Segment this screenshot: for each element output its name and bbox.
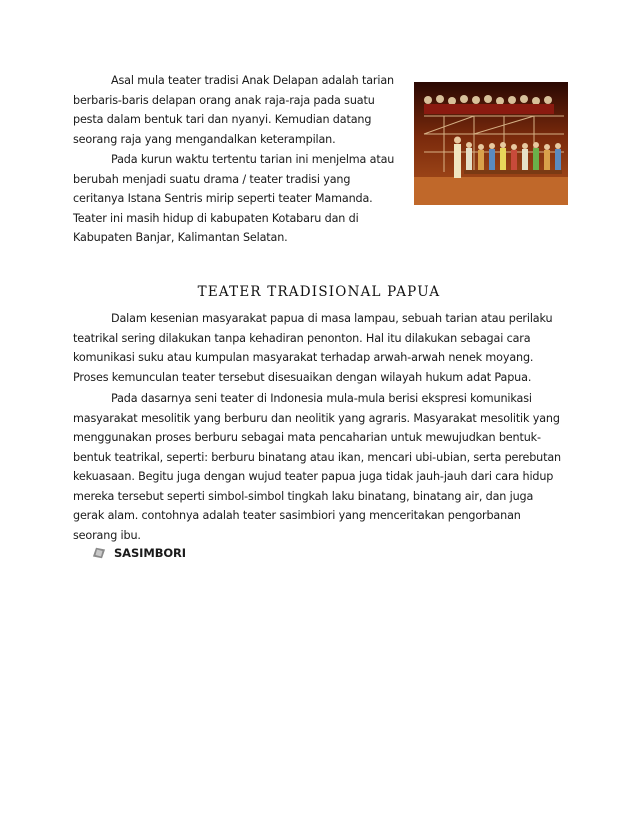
papua-paragraph-1 bbox=[73, 309, 573, 387]
paragraph-line: Proses kemunculan teater tersebut disesuaikan dengan wilayah hukum adat Papua. bbox=[73, 370, 532, 384]
paragraph-line: Pada kurun waktu tertentu tarian ini menjelma atau bbox=[111, 153, 395, 166]
theater-stage-photo bbox=[414, 82, 568, 205]
paragraph-line: bentuk teatrikal, seperti: berburu binatang atau ikan, mencari ubi-ubian, serta perebutan bbox=[73, 450, 561, 464]
diamond-bullet-icon bbox=[92, 547, 106, 559]
bullet-label: SASIMBORI bbox=[114, 546, 186, 560]
intro-paragraph-1 bbox=[73, 71, 403, 149]
paragraph-line: Kabupaten Banjar, Kalimantan Selatan. bbox=[73, 231, 288, 244]
paragraph-line: mereka tersebut seperti simbol-simbol tingkah laku binatang, binatang air, dan juga bbox=[73, 489, 534, 503]
intro-paragraph-2 bbox=[73, 150, 403, 248]
papua-paragraph-2 bbox=[73, 389, 573, 545]
paragraph-line: pesta dalam bentuk tari dan nyanyi. Kemudian datang bbox=[73, 113, 372, 126]
paragraph-line: menggunakan proses berburu sebagai mata pencaharian untuk mewujudkan bentuk- bbox=[73, 431, 541, 444]
paragraph-line: Asal mula teater tradisi Anak Delapan adalah tarian bbox=[111, 74, 394, 87]
paragraph-line: berubah menjadi suatu drama / teater tradisi yang bbox=[73, 172, 351, 186]
paragraph-line: kekuasaan. Begitu juga dengan wujud teater papua juga tidak jauh-jauh dari cara hidup bbox=[73, 470, 554, 483]
paragraph-line: teatrikal sering dilakukan tanpa kehadiran penonton. Hal itu dilakukan sebagai cara bbox=[73, 331, 531, 345]
paragraph-line: ceritanya Istana Sentris mirip seperti teater Mamanda. bbox=[73, 192, 373, 205]
stage-photo-illustration bbox=[414, 82, 568, 205]
section-heading: TEATER TRADISIONAL PAPUA bbox=[197, 284, 441, 300]
paragraph-line: Teater ini masih hidup di kabupaten Kotabaru dan di bbox=[73, 211, 359, 225]
paragraph-line: masyarakat mesolitik yang berburu dan neolitik yang agraris. Masyarakat mesolitik yang bbox=[73, 411, 560, 425]
paragraph-line: komunikasi suku atau kumpulan masyarakat terhadap arwah-arwah nenek moyang. bbox=[73, 351, 534, 364]
bullet-item-sasimbori bbox=[92, 543, 186, 563]
paragraph-line: seorang raja yang mengandalkan keterampilan. bbox=[73, 132, 336, 146]
paragraph-line: seorang ibu. bbox=[73, 528, 141, 542]
paragraph-line: gerak alam. contohnya adalah teater sasimbiori yang menceritakan pengorbanan bbox=[73, 509, 521, 522]
paragraph-line: Dalam kesenian masyarakat papua di masa lampau, sebuah tarian atau perilaku bbox=[111, 312, 553, 325]
paragraph-line: berbaris-baris delapan orang anak raja-raja pada suatu bbox=[73, 93, 375, 107]
paragraph-line: Pada dasarnya seni teater di Indonesia mula-mula berisi ekspresi komunikasi bbox=[111, 392, 532, 405]
